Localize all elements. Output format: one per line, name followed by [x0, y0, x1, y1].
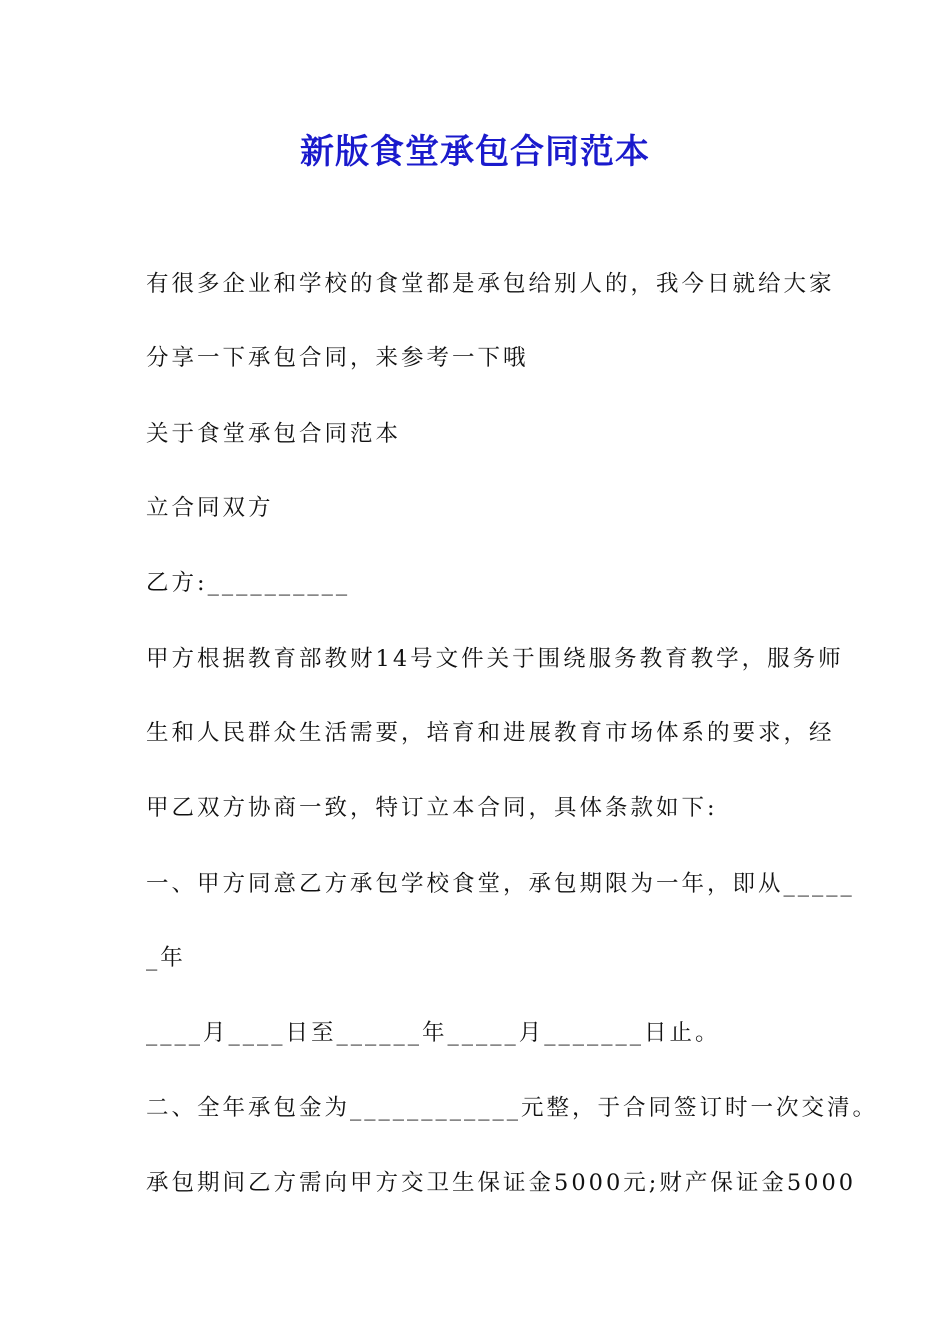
document-title: 新版食堂承包合同范本: [300, 132, 650, 172]
paragraph-line: 承包期间乙方需向甲方交卫生保证金5000元;财产保证金5000: [146, 1170, 857, 1196]
paragraph-line: _年: [146, 945, 186, 971]
paragraph-line: 有很多企业和学校的食堂都是承包给别人的，我今日就给大家: [146, 271, 835, 297]
paragraph-line: ____月____日至______年_____月_______日止。: [146, 1020, 721, 1046]
paragraph-line: 一、甲方同意乙方承包学校食堂，承包期限为一年，即从_____: [146, 871, 855, 897]
paragraph-line: 分享一下承包合同，来参考一下哦: [146, 345, 529, 371]
paragraph-line: 二、全年承包金为____________元整，于合同签订时一次交清。: [146, 1095, 879, 1121]
paragraph-line: 生和人民群众生活需要，培育和进展教育市场体系的要求，经: [146, 720, 835, 746]
paragraph-line: 立合同双方: [146, 495, 274, 521]
paragraph-line: 甲乙双方协商一致，特订立本合同，具体条款如下:: [146, 795, 718, 821]
paragraph-line: 甲方根据教育部教财14号文件关于围绕服务教育教学，服务师: [146, 646, 844, 672]
paragraph-line: 乙方:__________: [146, 570, 351, 596]
paragraph-line: 关于食堂承包合同范本: [146, 421, 402, 447]
